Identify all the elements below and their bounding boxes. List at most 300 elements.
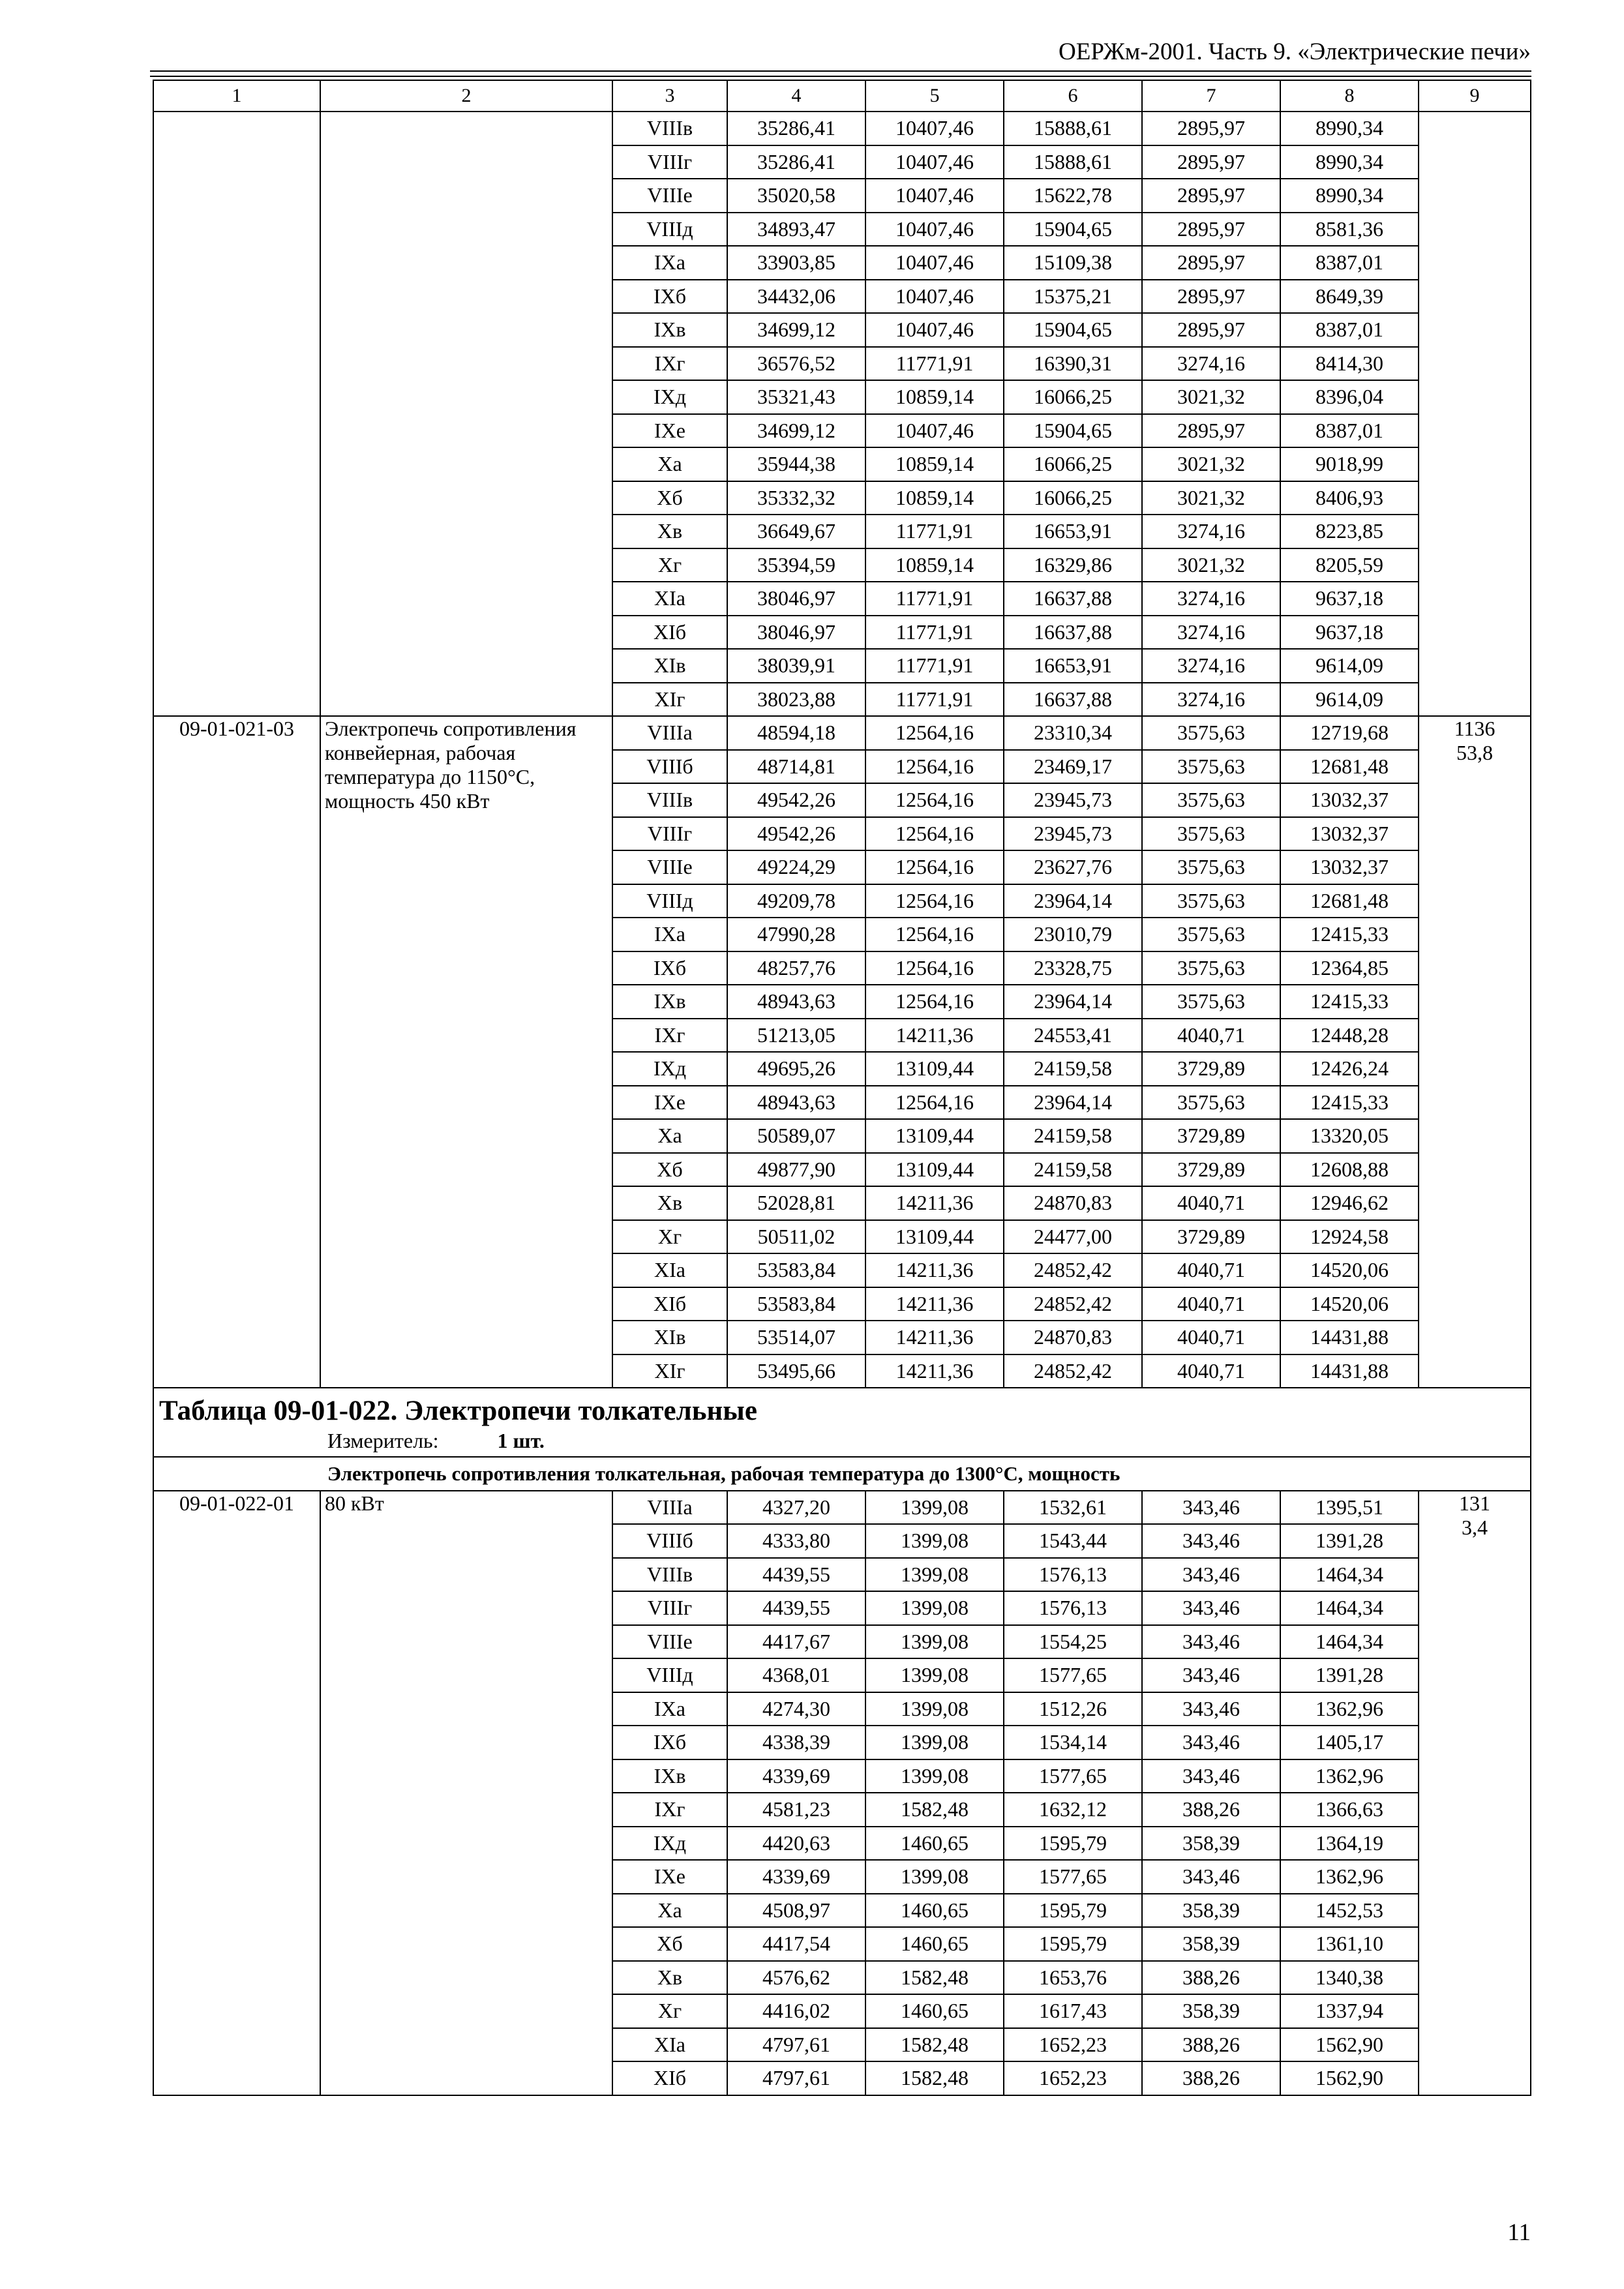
value-cell: 343,46 [1142,1591,1280,1625]
value-cell: 388,26 [1142,2061,1280,2095]
value-cell: 3575,63 [1142,951,1280,985]
value-cell: 3274,16 [1142,515,1280,548]
value-cell: 1532,61 [1004,1491,1142,1525]
value-cell: 53583,84 [727,1253,865,1287]
zone-cell: IXе [612,1086,727,1120]
value-cell: 8414,30 [1280,347,1419,381]
value-cell: 12564,16 [865,918,1004,951]
value-cell: 1452,53 [1280,1894,1419,1928]
value-cell: 1464,34 [1280,1591,1419,1625]
value-cell: 4274,30 [727,1692,865,1726]
value-cell: 1652,23 [1004,2028,1142,2062]
zone-cell: VIIIд [612,1658,727,1692]
zone-cell: Xа [612,1119,727,1153]
zone-cell: IXв [612,985,727,1019]
value-cell: 388,26 [1142,2028,1280,2062]
value-cell: 1617,43 [1004,1994,1142,2028]
value-cell: 49542,26 [727,783,865,817]
value-cell: 358,39 [1142,1927,1280,1961]
zone-cell: IXг [612,1793,727,1827]
value-cell: 13109,44 [865,1153,1004,1187]
value-cell: 12608,88 [1280,1153,1419,1187]
value-cell: 15375,21 [1004,280,1142,314]
value-cell: 343,46 [1142,1726,1280,1759]
value-cell: 10859,14 [865,380,1004,414]
value-cell: 12364,85 [1280,951,1419,985]
value-cell: 1632,12 [1004,1793,1142,1827]
value-cell: 9637,18 [1280,616,1419,650]
value-cell: 10859,14 [865,447,1004,481]
value-cell: 23010,79 [1004,918,1142,951]
value-cell: 4040,71 [1142,1354,1280,1388]
value-cell: 3575,63 [1142,783,1280,817]
value-cell: 3575,63 [1142,716,1280,750]
value-cell: 343,46 [1142,1692,1280,1726]
value-cell: 13109,44 [865,1119,1004,1153]
value-cell: 1395,51 [1280,1491,1419,1525]
value-cell: 15904,65 [1004,213,1142,247]
value-cell: 1366,63 [1280,1793,1419,1827]
value-cell: 24870,83 [1004,1321,1142,1354]
value-cell: 11771,91 [865,616,1004,650]
value-cell: 23310,34 [1004,716,1142,750]
value-cell: 13320,05 [1280,1119,1419,1153]
value-cell: 1554,25 [1004,1625,1142,1659]
zone-cell: IXе [612,414,727,448]
value-cell: 1362,96 [1280,1759,1419,1793]
zone-cell: XIг [612,683,727,717]
rate-code [153,112,320,716]
value-cell: 15109,38 [1004,246,1142,280]
value-cell: 343,46 [1142,1625,1280,1659]
value-cell: 10859,14 [865,548,1004,582]
value-cell: 15904,65 [1004,414,1142,448]
value-cell: 358,39 [1142,1827,1280,1861]
value-cell: 50589,07 [727,1119,865,1153]
zone-cell: VIIIв [612,112,727,145]
value-cell: 14211,36 [865,1321,1004,1354]
zone-cell: Xг [612,548,727,582]
value-cell: 3575,63 [1142,1086,1280,1120]
value-cell: 1595,79 [1004,1827,1142,1861]
column-number: 7 [1142,80,1280,112]
value-cell: 33903,85 [727,246,865,280]
zone-cell: Xг [612,1994,727,2028]
value-cell: 53514,07 [727,1321,865,1354]
zone-cell: Xв [612,1961,727,1995]
value-cell: 16653,91 [1004,649,1142,683]
value-cell: 3021,32 [1142,481,1280,515]
zone-cell: VIIIд [612,213,727,247]
value-cell: 15622,78 [1004,179,1142,213]
value-cell: 3575,63 [1142,750,1280,784]
zone-cell: VIIIд [612,884,727,918]
value-cell: 1340,38 [1280,1961,1419,1995]
value-cell: 388,26 [1142,1961,1280,1995]
running-header: ОЕРЖм-2001. Часть 9. «Электрические печи» [1059,38,1531,65]
value-cell: 24553,41 [1004,1019,1142,1053]
value-cell: 343,46 [1142,1558,1280,1592]
value-cell: 9637,18 [1280,582,1419,616]
value-cell: 35321,43 [727,380,865,414]
value-cell: 35286,41 [727,145,865,179]
col9-value: 3,4 [1462,1515,1488,1539]
value-cell: 4416,02 [727,1994,865,2028]
zone-cell: XIб [612,1287,727,1321]
zone-cell: VIIIе [612,850,727,884]
zone-cell: Xб [612,1927,727,1961]
column-number-row [153,80,1531,112]
value-cell: 35332,32 [727,481,865,515]
zone-cell: Xг [612,1220,727,1254]
value-cell: 12448,28 [1280,1019,1419,1053]
value-cell: 23964,14 [1004,884,1142,918]
value-cell: 8387,01 [1280,414,1419,448]
value-cell: 9614,09 [1280,683,1419,717]
rate-code: 09-01-022-01 [153,1491,320,2095]
value-cell: 4420,63 [727,1827,865,1861]
zone-cell: IXд [612,380,727,414]
value-cell: 12681,48 [1280,750,1419,784]
value-cell: 4439,55 [727,1591,865,1625]
value-cell: 8387,01 [1280,313,1419,347]
zone-cell: IXб [612,280,727,314]
zone-cell: IXа [612,918,727,951]
value-cell: 36649,67 [727,515,865,548]
value-cell: 14431,88 [1280,1321,1419,1354]
value-cell: 1399,08 [865,1658,1004,1692]
table-row [153,1491,1531,1525]
value-cell: 12681,48 [1280,884,1419,918]
column-number: 9 [1419,80,1531,112]
value-cell: 2895,97 [1142,414,1280,448]
value-cell: 358,39 [1142,1894,1280,1928]
zone-cell: Xа [612,447,727,481]
value-cell: 1399,08 [865,1591,1004,1625]
value-cell: 1399,08 [865,1625,1004,1659]
zone-cell: VIIIг [612,817,727,851]
value-cell: 38023,88 [727,683,865,717]
subheading-row [153,1457,1531,1491]
value-cell: 8990,34 [1280,112,1419,145]
value-cell: 49877,90 [727,1153,865,1187]
value-cell: 343,46 [1142,1491,1280,1525]
value-cell: 48257,76 [727,951,865,985]
value-cell: 1460,65 [865,1827,1004,1861]
col9-value: 131 [1459,1491,1490,1515]
value-cell: 3729,89 [1142,1052,1280,1086]
value-cell: 343,46 [1142,1860,1280,1894]
rate-description: 80 кВт [320,1491,612,2095]
value-cell: 12426,24 [1280,1052,1419,1086]
value-cell: 1405,17 [1280,1726,1419,1759]
column-number: 4 [727,80,865,112]
value-cell: 3274,16 [1142,582,1280,616]
value-cell: 1337,94 [1280,1994,1419,2028]
price-table [153,80,1531,2096]
value-cell: 53495,66 [727,1354,865,1388]
value-cell: 16637,88 [1004,683,1142,717]
value-cell: 13032,37 [1280,783,1419,817]
value-cell: 343,46 [1142,1658,1280,1692]
value-cell: 10407,46 [865,145,1004,179]
value-cell: 1653,76 [1004,1961,1142,1995]
value-cell: 1577,65 [1004,1658,1142,1692]
value-cell: 1460,65 [865,1927,1004,1961]
value-cell: 49224,29 [727,850,865,884]
value-cell: 1464,34 [1280,1558,1419,1592]
value-cell: 1361,10 [1280,1927,1419,1961]
value-cell: 10407,46 [865,112,1004,145]
value-cell: 4040,71 [1142,1186,1280,1220]
value-cell: 23469,17 [1004,750,1142,784]
value-cell: 14211,36 [865,1287,1004,1321]
value-cell: 24852,42 [1004,1354,1142,1388]
value-cell: 10407,46 [865,213,1004,247]
value-cell: 4040,71 [1142,1287,1280,1321]
value-cell: 10407,46 [865,179,1004,213]
value-cell: 1362,96 [1280,1692,1419,1726]
value-cell: 1364,19 [1280,1827,1419,1861]
value-cell: 3021,32 [1142,380,1280,414]
rate-description [320,112,612,716]
value-cell: 23964,14 [1004,985,1142,1019]
value-cell: 12564,16 [865,850,1004,884]
value-cell: 3575,63 [1142,985,1280,1019]
value-cell: 8223,85 [1280,515,1419,548]
zone-cell: IXв [612,1759,727,1793]
value-cell: 4040,71 [1142,1019,1280,1053]
value-cell: 1595,79 [1004,1894,1142,1928]
zone-cell: IXг [612,1019,727,1053]
value-cell: 16637,88 [1004,616,1142,650]
value-cell: 24159,58 [1004,1153,1142,1187]
value-cell: 1391,28 [1280,1524,1419,1558]
meter-line [159,1429,1525,1452]
value-cell: 9614,09 [1280,649,1419,683]
value-cell: 4417,54 [727,1927,865,1961]
zone-cell: Xв [612,1186,727,1220]
value-cell: 12564,16 [865,817,1004,851]
header-rule [150,76,1531,77]
table-title-cell [153,1388,1531,1457]
rate-description: Электропечь сопротивления конвейерная, рабочая температура до 1150°С, мощность 450 кВт [320,716,612,1388]
value-cell: 15888,61 [1004,112,1142,145]
value-cell: 1464,34 [1280,1625,1419,1659]
value-cell: 12564,16 [865,783,1004,817]
value-cell: 10859,14 [865,481,1004,515]
value-cell: 12719,68 [1280,716,1419,750]
value-cell: 34893,47 [727,213,865,247]
zone-cell: VIIIв [612,783,727,817]
zone-cell: Xв [612,515,727,548]
value-cell: 10407,46 [865,246,1004,280]
value-cell: 2895,97 [1142,112,1280,145]
value-cell: 16653,91 [1004,515,1142,548]
value-cell: 35286,41 [727,112,865,145]
value-cell: 10407,46 [865,313,1004,347]
zone-cell: XIв [612,649,727,683]
value-cell: 1399,08 [865,1692,1004,1726]
value-cell: 12564,16 [865,951,1004,985]
value-cell: 13032,37 [1280,817,1419,851]
value-cell: 49695,26 [727,1052,865,1086]
value-cell: 3021,32 [1142,447,1280,481]
zone-cell: XIб [612,2061,727,2095]
value-cell: 343,46 [1142,1524,1280,1558]
value-cell: 34432,06 [727,280,865,314]
value-cell: 3274,16 [1142,616,1280,650]
value-cell: 36576,52 [727,347,865,381]
value-cell: 1582,48 [865,1793,1004,1827]
value-cell: 4040,71 [1142,1253,1280,1287]
value-cell: 14211,36 [865,1019,1004,1053]
value-cell: 4327,20 [727,1491,865,1525]
zone-cell: VIIIа [612,716,727,750]
value-cell: 23328,75 [1004,951,1142,985]
zone-cell: Xа [612,1894,727,1928]
value-cell: 23945,73 [1004,783,1142,817]
value-cell: 13109,44 [865,1220,1004,1254]
value-cell: 8396,04 [1280,380,1419,414]
value-cell: 14520,06 [1280,1253,1419,1287]
zone-cell: XIб [612,616,727,650]
value-cell: 12564,16 [865,1086,1004,1120]
value-cell: 53583,84 [727,1287,865,1321]
col9-value: 53,8 [1456,741,1493,764]
value-cell: 48943,63 [727,985,865,1019]
value-cell: 1362,96 [1280,1860,1419,1894]
value-cell: 24159,58 [1004,1119,1142,1153]
zone-cell: IXб [612,1726,727,1759]
value-cell: 1576,13 [1004,1591,1142,1625]
value-cell: 12946,62 [1280,1186,1419,1220]
value-cell: 3575,63 [1142,850,1280,884]
value-cell: 9018,99 [1280,447,1419,481]
value-cell: 1399,08 [865,1860,1004,1894]
column-number: 5 [865,80,1004,112]
value-cell: 12415,33 [1280,985,1419,1019]
value-cell: 38046,97 [727,616,865,650]
zone-cell: IXв [612,313,727,347]
zone-cell: XIа [612,582,727,616]
value-cell: 1399,08 [865,1491,1004,1525]
value-cell: 1577,65 [1004,1860,1142,1894]
value-cell: 48594,18 [727,716,865,750]
value-cell: 4417,67 [727,1625,865,1659]
zone-cell: IXа [612,246,727,280]
value-cell: 4338,39 [727,1726,865,1759]
value-cell: 12564,16 [865,884,1004,918]
zone-cell: IXд [612,1827,727,1861]
value-cell: 34699,12 [727,313,865,347]
value-cell: 2895,97 [1142,313,1280,347]
value-cell: 16066,25 [1004,481,1142,515]
value-cell: 4797,61 [727,2061,865,2095]
table-title: Таблица 09-01-022. Электропечи толкательные [159,1396,757,1426]
zone-cell: VIIIг [612,145,727,179]
value-cell: 3575,63 [1142,918,1280,951]
col9-values [1419,716,1531,1388]
value-cell: 12415,33 [1280,918,1419,951]
value-cell: 1512,26 [1004,1692,1142,1726]
table-body [153,80,1531,2095]
value-cell: 2895,97 [1142,280,1280,314]
value-cell: 48714,81 [727,750,865,784]
value-cell: 1562,90 [1280,2061,1419,2095]
zone-cell: XIа [612,1253,727,1287]
zone-cell: Xб [612,1153,727,1187]
value-cell: 24477,00 [1004,1220,1142,1254]
value-cell: 4040,71 [1142,1321,1280,1354]
value-cell: 23964,14 [1004,1086,1142,1120]
value-cell: 12924,58 [1280,1220,1419,1254]
value-cell: 38039,91 [727,649,865,683]
value-cell: 343,46 [1142,1759,1280,1793]
value-cell: 1460,65 [865,1894,1004,1928]
value-cell: 3274,16 [1142,347,1280,381]
column-number: 6 [1004,80,1142,112]
value-cell: 24159,58 [1004,1052,1142,1086]
value-cell: 13032,37 [1280,850,1419,884]
value-cell: 2895,97 [1142,246,1280,280]
value-cell: 1399,08 [865,1726,1004,1759]
subheading: Электропечь сопротивления толкательная, рабочая температура до 1300°С, мощность [153,1457,1531,1491]
value-cell: 52028,81 [727,1186,865,1220]
value-cell: 3274,16 [1142,649,1280,683]
value-cell: 34699,12 [727,414,865,448]
zone-cell: IXб [612,951,727,985]
value-cell: 50511,02 [727,1220,865,1254]
value-cell: 23627,76 [1004,850,1142,884]
value-cell: 16066,25 [1004,447,1142,481]
value-cell: 4508,97 [727,1894,865,1928]
page-number: 11 [1507,2219,1531,2246]
value-cell: 4339,69 [727,1860,865,1894]
value-cell: 1562,90 [1280,2028,1419,2062]
value-cell: 8406,93 [1280,481,1419,515]
value-cell: 14211,36 [865,1186,1004,1220]
col9-values [1419,1491,1531,2095]
value-cell: 11771,91 [865,649,1004,683]
zone-cell: IXд [612,1052,727,1086]
value-cell: 8205,59 [1280,548,1419,582]
table-row [153,112,1531,145]
col9-values [1419,112,1531,716]
value-cell: 12564,16 [865,985,1004,1019]
column-number: 8 [1280,80,1419,112]
value-cell: 16390,31 [1004,347,1142,381]
zone-cell: Xб [612,481,727,515]
value-cell: 49209,78 [727,884,865,918]
meter-unit: 1 шт. [497,1429,545,1452]
header-rule [150,70,1531,72]
zone-cell: XIг [612,1354,727,1388]
value-cell: 10407,46 [865,414,1004,448]
value-cell: 4576,62 [727,1961,865,1995]
value-cell: 3575,63 [1142,884,1280,918]
value-cell: 1460,65 [865,1994,1004,2028]
value-cell: 35020,58 [727,179,865,213]
meter-label: Измеритель: [327,1429,439,1452]
value-cell: 1391,28 [1280,1658,1419,1692]
value-cell: 4368,01 [727,1658,865,1692]
value-cell: 13109,44 [865,1052,1004,1086]
value-cell: 48943,63 [727,1086,865,1120]
value-cell: 14520,06 [1280,1287,1419,1321]
zone-cell: VIIIе [612,179,727,213]
value-cell: 16637,88 [1004,582,1142,616]
